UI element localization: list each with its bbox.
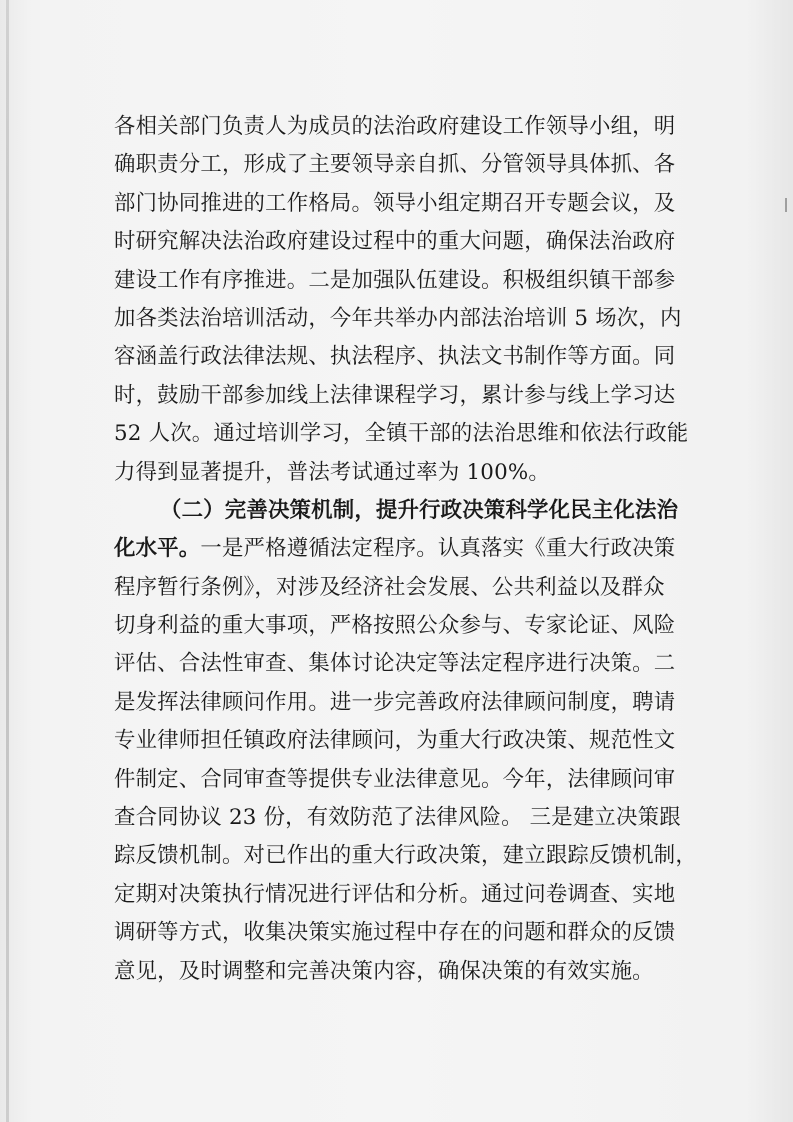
text-line: 评估、合法性审查、集体讨论决定等法定程序进行决策。二: [114, 651, 676, 677]
text-line: 力得到显著提升，普法考试通过率为 100%。: [114, 459, 550, 485]
text-line: 踪反馈机制。对已作出的重大行政决策，建立跟踪反馈机制，: [114, 843, 697, 869]
text-line: 时研究解决法治政府建设过程中的重大问题，确保法治政府: [114, 229, 676, 255]
text-line: 程序暂行条例》，对涉及经济社会发展、公共利益以及群众: [114, 574, 665, 600]
text-line: 专业律师担任镇政府法律顾问，为重大行政决策、规范性文: [114, 728, 676, 754]
text-line: 确职责分工，形成了主要领导亲自抓、分管领导具体抓、各: [114, 152, 676, 178]
text-line: 切身利益的重大事项，严格按照公众参与、专家论证、风险: [114, 613, 676, 639]
scan-edge-mark: [785, 198, 791, 212]
text-line: 调研等方式，收集决策实施过程中存在的问题和群众的反馈: [114, 920, 676, 946]
section-heading-continuation: [114, 530, 714, 568]
text-line: 52 人次。通过培训学习，全镇干部的法治思维和依法行政能: [114, 421, 689, 447]
scan-binding-shadow: [6, 0, 9, 1122]
document-body: [114, 108, 714, 991]
text-line: 各相关部门负责人为成员的法治政府建设工作领导小组，明: [114, 114, 676, 139]
section-heading-tail: 化水平。: [114, 536, 201, 562]
section-heading: （二）完善决策机制，提升行政决策科学化民主化法治: [160, 497, 679, 523]
text-line: 定期对决策执行情况进行评估和分析。通过问卷调查、实地: [114, 881, 676, 907]
text-line: 容涵盖行政法律法规、执法程序、执法文书制作等方面。同: [114, 344, 676, 370]
text-line: 是发挥法律顾问作用。进一步完善政府法律顾问制度，聘请: [114, 689, 676, 715]
text-line: 件制定、合同审查等提供专业法律意见。今年，法律顾问审: [114, 766, 676, 792]
text-line: 加各类法治培训活动，今年共举办内部法治培训 5 场次，内: [114, 305, 682, 331]
text-line: 部门协同推进的工作格局。领导小组定期召开专题会议，及: [114, 190, 676, 216]
section-first-sentence: 一是严格遵循法定程序。认真落实《重大行政决策: [200, 536, 676, 562]
text-line: 时，鼓励干部参加线上法律课程学习，累计参与线上学习达: [114, 382, 676, 408]
text-line: 建设工作有序推进。二是加强队伍建设。积极组织镇干部参: [114, 267, 676, 293]
text-line: 意见，及时调整和完善决策内容，确保决策的有效实施。: [114, 958, 654, 984]
text-line: 查合同协议 23 份，有效防范了法律风险。 三是建立决策跟: [114, 805, 681, 831]
